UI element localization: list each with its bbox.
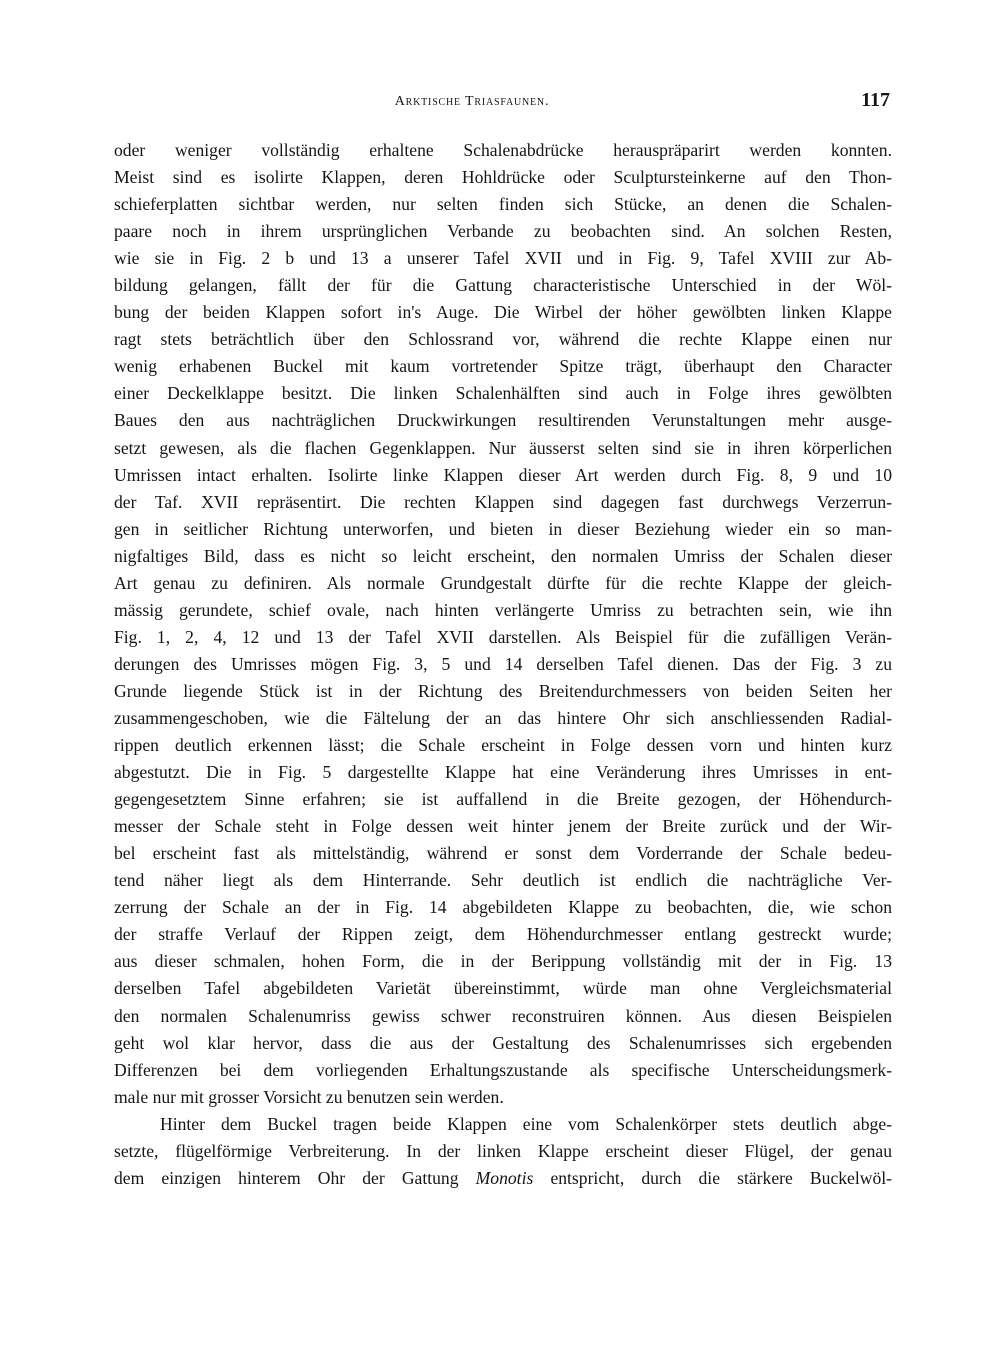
text-line: rippen deutlich erkennen lässt; die Schale erscheint in Folge dessen vorn und hinten kurz — [114, 735, 892, 756]
text-line: der Taf. XVII repräsentirt. Die rechten Klappen sind dagegen fast durchwegs Verzerrun- — [114, 491, 892, 512]
italic-genus-name: Monotis — [475, 1167, 534, 1188]
text-line: geht wol klar hervor, dass die aus der Gestaltung des Schalenumrisses sich ergebenden — [114, 1032, 892, 1053]
text-line: Art genau zu definiren. Als normale Grundgestalt dürfte für die rechte Klappe der gleich- — [114, 572, 892, 593]
text-line: oder weniger vollständig erhaltene Schalenabdrücke herauspräparirt werden konnten. — [114, 140, 892, 160]
text-line: paare noch in ihrem ursprünglichen Verbande zu beobachten sind. An solchen Resten, — [114, 221, 892, 242]
text-line: ragt stets beträchtlich über den Schlossrand vor, während die rechte Klappe einen nur — [114, 329, 892, 350]
text-line: setzte, flügelförmige Verbreiterung. In der linken Klappe erscheint dieser Flügel, der genau — [114, 1140, 892, 1161]
text-line: gen in seitlicher Richtung unterworfen, und bieten in dieser Beziehung wieder ein so man- — [114, 518, 892, 539]
text-line: bung der beiden Klappen sofort in's Auge. Die Wirbel der höher gewölbten linken Klappe — [114, 302, 892, 323]
text-line: zusammengeschoben, wie die Fältelung der an das hintere Ohr sich anschliessenden Radial- — [114, 707, 892, 728]
text-line: schieferplatten sichtbar werden, nur selten finden sich Stücke, an denen die Schalen- — [114, 194, 892, 215]
running-title: Arktische Triasfaunen. — [394, 94, 550, 109]
text-line: nigfaltiges Bild, dass es nicht so leicht erscheint, den normalen Umriss der Schalen dieser — [114, 545, 892, 566]
text-line: derungen des Umrisses mögen Fig. 3, 5 und 14 derselben Tafel dienen. Das der Fig. 3 zu — [114, 653, 892, 674]
text-line: einer Deckelklappe besitzt. Die linken Schalenhälften sind auch in Folge ihres gewölbten — [114, 383, 892, 404]
paragraph-first-line: Hinter dem Buckel tragen beide Klappen eine vom Schalenkörper stets deutlich abge- — [160, 1113, 892, 1134]
text-line: Baues den aus nachträglichen Druckwirkungen resultirenden Verunstaltungen mehr ausge- — [114, 410, 892, 431]
text-line: bel erscheint fast als mittelständig, während er sonst dem Vorderrande der Schale bedeu- — [114, 843, 892, 864]
text-line: aus dieser schmalen, hohen Form, die in der Berippung vollständig mit der in Fig. 13 — [114, 951, 892, 972]
text-line: Grunde liegende Stück ist in der Richtung des Breitendurchmessers von beiden Seiten her — [114, 680, 892, 701]
text-line: den normalen Schalenumriss gewiss schwer reconstruiren können. Aus diesen Beispielen — [114, 1005, 892, 1026]
page-number: 117 — [861, 89, 890, 111]
text-line: Differenzen bei dem vorliegenden Erhaltungszustande als specifische Unterscheidungsmerk- — [114, 1059, 892, 1080]
text-run: dem einzigen hinterem Ohr der Gattung — [114, 1167, 459, 1188]
running-header — [114, 88, 890, 116]
text-line: tend näher liegt als dem Hinterrande. Sehr deutlich ist endlich die nachträgliche Ver- — [114, 870, 892, 891]
text-line: Meist sind es isolirte Klappen, deren Hohldrücke oder Sculptursteinkerne auf den Thon- — [114, 167, 892, 188]
text-line-with-italic — [114, 1165, 892, 1192]
text-line: derselben Tafel abgebildeten Varietät übereinstimmt, würde man ohne Vergleichsmaterial — [114, 978, 892, 999]
text-line: abgestutzt. Die in Fig. 5 dargestellte Klappe hat eine Veränderung ihres Umrisses in ent- — [114, 762, 892, 783]
text-line: zerrung der Schale an der in Fig. 14 abgebildeten Klappe zu beobachten, die, wie schon — [114, 897, 892, 918]
paragraph-last-line: male nur mit grosser Vorsicht zu benutzen sein werden. — [114, 1086, 504, 1107]
text-line: gegengesetztem Sinne erfahren; sie ist auffallend in die Breite gezogen, der Höhendurch- — [114, 789, 892, 810]
text-line: Fig. 1, 2, 4, 12 und 13 der Tafel XVII darstellen. Als Beispiel für die zufälligen Verän- — [114, 626, 892, 647]
text-line: der straffe Verlauf der Rippen zeigt, dem Höhendurchmesser entlang gestreckt wurde; — [114, 924, 892, 945]
text-run: entspricht, durch die stärkere Buckelwöl- — [550, 1167, 892, 1188]
text-line: messer der Schale steht in Folge dessen weit hinter jenem der Breite zurück und der Wir- — [114, 816, 892, 837]
text-line: bildung gelangen, fällt der für die Gattung characteristische Unterschied in der Wöl- — [114, 275, 892, 296]
text-line: Umrissen intact erhalten. Isolirte linke Klappen dieser Art werden durch Fig. 8, 9 und 10 — [114, 464, 892, 485]
text-line: wenig erhabenen Buckel mit kaum vortretender Spitze trägt, überhaupt den Character — [114, 356, 892, 377]
body-text — [114, 137, 892, 1192]
text-line: setzt gewesen, als die flachen Gegenklappen. Nur äusserst selten sind sie in ihren körperlichen — [114, 437, 892, 458]
text-line: wie sie in Fig. 2 b und 13 a unserer Tafel XVII und in Fig. 9, Tafel XVIII zur Ab- — [114, 248, 892, 269]
text-line: mässig gerundete, schief ovale, nach hinten verlängerte Umriss zu betrachten sein, wie ihn — [114, 599, 892, 620]
